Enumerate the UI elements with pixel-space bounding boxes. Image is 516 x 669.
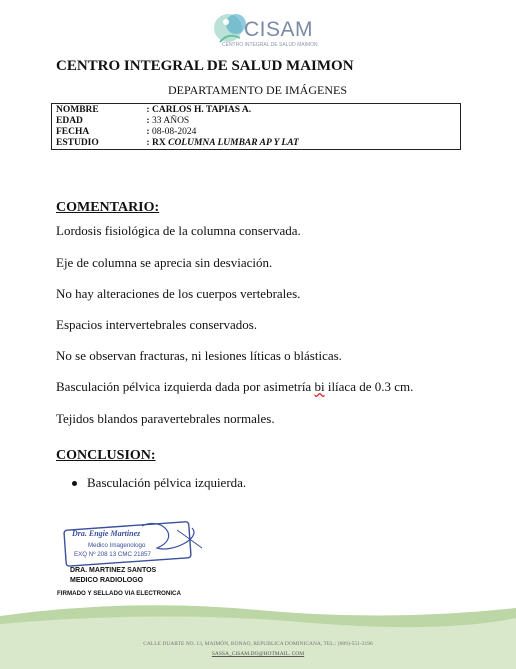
document-title: CENTRO INTEGRAL DE SALUD MAIMON: [56, 58, 354, 74]
footer-address: CALLE DUARTE NO. 13, MAIMÓN, BONAO, REPUBLICA DOMINICANA, TEL.: (809)-551-2196: [143, 641, 373, 647]
logo-subtitle: CENTRO INTEGRAL DE SALUD MAIMON: [222, 42, 318, 48]
label-fecha: FECHA: [56, 127, 90, 137]
label-edad: EDAD: [56, 116, 83, 126]
comment-line: Tejidos blandos paravertebrales normales.: [56, 411, 275, 426]
separator: :: [146, 138, 150, 148]
comment-line: Lordosis fisiológica de la columna conservada.: [56, 223, 301, 238]
label-estudio: ESTUDIO: [56, 138, 99, 148]
value-estudio-prefix: RX: [152, 138, 166, 148]
value-fecha: 08-08-2024: [152, 127, 197, 137]
footer-email[interactable]: SASSA_CISAM.DO@HOTMAIL. COM: [211, 651, 305, 657]
label-nombre: NOMBRE: [56, 105, 99, 115]
value-edad: 33 AÑOS: [152, 116, 190, 126]
signature-note: FIRMADO Y SELLADO VIA ELECTRONICA: [57, 590, 181, 597]
separator: :: [146, 127, 150, 137]
stamp-name: Dra. Engie Martinez: [72, 529, 141, 538]
comentario-heading: COMENTARIO:: [56, 200, 160, 215]
stamp-id: EXQ Nº 208 13 CMC 21857: [74, 551, 151, 558]
info-row-estudio: [56, 138, 456, 149]
conclusion-heading: CONCLUSION:: [56, 448, 156, 463]
footer-wave: [0, 596, 516, 669]
comment-line: Espacios intervertebrales conservados.: [56, 317, 258, 332]
comment-line: Eje de columna se aprecia sin desviación.: [56, 255, 273, 270]
separator: :: [146, 105, 150, 115]
comment-line: No hay alteraciones de los cuerpos vertebrales.: [56, 286, 301, 301]
conclusion-text: Basculación pélvica izquierda.: [87, 475, 247, 490]
patient-info-box: [51, 103, 461, 150]
comment-line-part: Basculación pélvica izquierda dada por asimetría: [56, 379, 315, 394]
info-row-edad: [56, 116, 456, 127]
info-row-nombre: [56, 105, 456, 116]
bullet-icon: [72, 481, 77, 486]
comment-line-part: ilíaca de 0.3 cm.: [324, 379, 414, 394]
separator: :: [146, 116, 150, 126]
value-nombre: CARLOS H. TAPIAS A.: [152, 105, 252, 115]
spellcheck-word: bi: [314, 379, 325, 394]
info-row-fecha: [56, 127, 456, 138]
comment-line: No se observan fracturas, ni lesiones líticas o blásticas.: [56, 348, 342, 363]
comment-line: [56, 379, 413, 395]
value-estudio: COLUMNA LUMBAR AP Y LAT: [168, 138, 299, 148]
doctor-role: MEDICO RADIOLOGO: [70, 577, 144, 584]
conclusion-item: [72, 475, 246, 491]
department-name: DEPARTAMENTO DE IMÁGENES: [168, 83, 347, 97]
doctor-name: DRA. MARTINEZ SANTOS: [70, 567, 157, 574]
stamp-title: Medico Imagenologo: [88, 542, 146, 549]
logo-text: CISAM: [244, 18, 314, 41]
